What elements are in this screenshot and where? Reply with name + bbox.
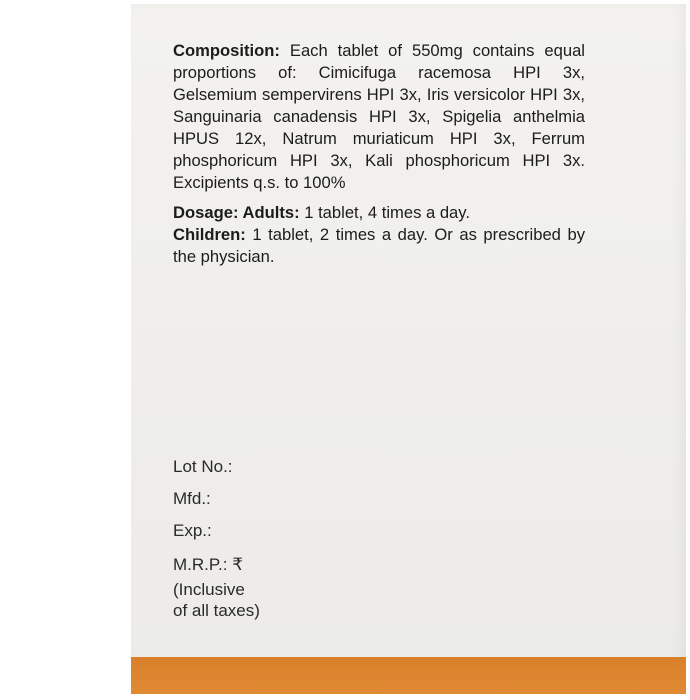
dosage-children-text: 1 tablet, 2 times a day. Or as prescribed by the physician. [173, 225, 585, 266]
lot-number-field: Lot No.: [173, 457, 233, 476]
composition-text: Each tablet of 550mg contains equal proportions of: Cimicifuga racemosa HPI 3x, Gelsemium sempervirens HPI 3x, Iris versicolor HPI 3x, Sanguinaria canadensis HPI 3x, Spigelia anthelmia HPUS 12x, Natrum muriaticum HPI 3x, Ferrum phosphoricum HPI 3x, Kali phosphoricum HPI 3x. Excipients q.s. to 100% [173, 41, 585, 192]
dosage-adults-label: Dosage: Adults: [173, 203, 300, 222]
dosage-section [173, 202, 585, 268]
dosage-adults-text: 1 tablet, 4 times a day. [304, 203, 470, 222]
label-text-block [173, 40, 585, 268]
mrp-tax-note [173, 579, 260, 621]
orange-accent-band [131, 657, 686, 694]
mrp-note-line-1: (Inclusive [173, 580, 245, 599]
exp-date-field: Exp.: [173, 521, 212, 540]
dosage-adults-line [173, 202, 585, 224]
carton-side-panel [131, 4, 686, 694]
mrp-note-line-2: of all taxes) [173, 601, 260, 620]
composition-paragraph [173, 40, 585, 194]
composition-section [173, 40, 585, 194]
dosage-children-line [173, 224, 585, 268]
dosage-children-label: Children: [173, 225, 246, 244]
mfd-date-field: Mfd.: [173, 489, 211, 508]
composition-label: Composition: [173, 41, 280, 60]
mrp-field: M.R.P.: ₹ [173, 555, 244, 574]
batch-info-fields [173, 451, 260, 621]
